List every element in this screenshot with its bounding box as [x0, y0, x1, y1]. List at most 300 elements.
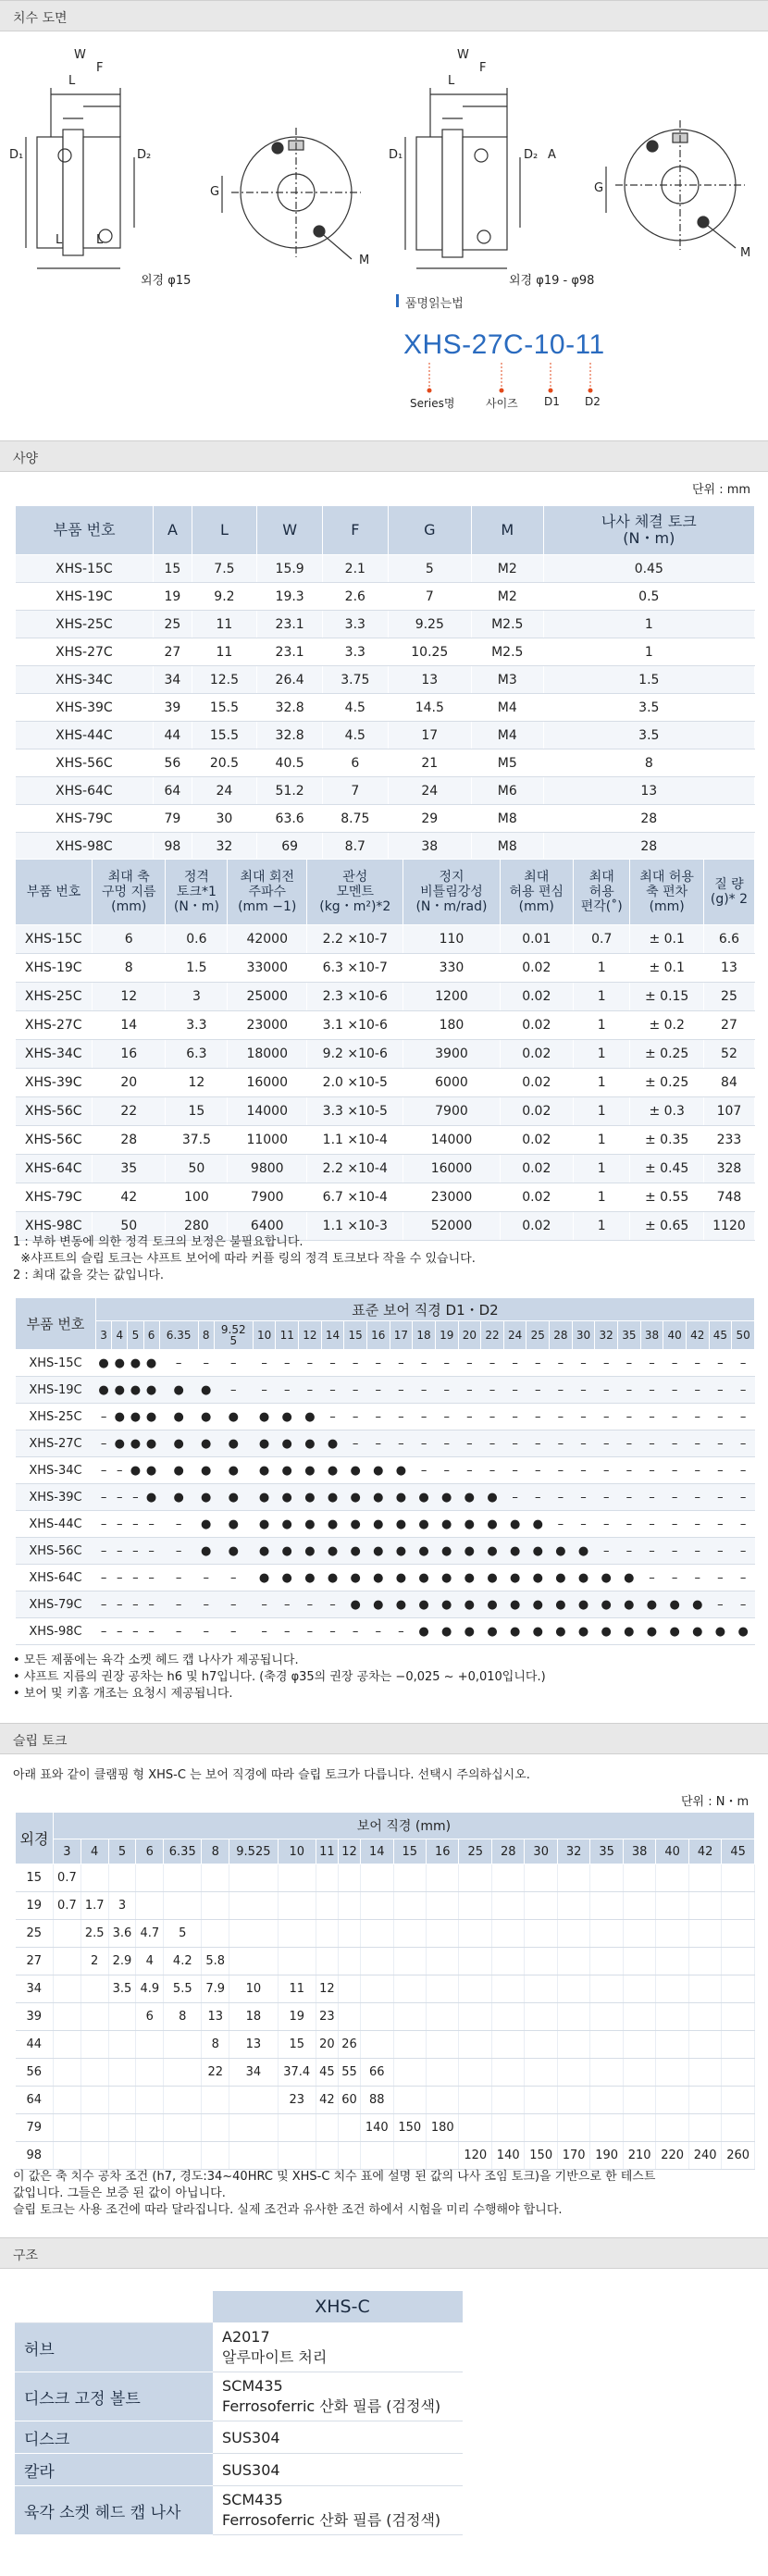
- part-number: XHS-98C: [16, 1618, 96, 1645]
- slip-torque-value: [229, 1948, 279, 1975]
- slip-torque-value: [557, 2059, 589, 2087]
- slip-torque-value: [427, 1948, 459, 1975]
- available-dot: ●: [143, 1430, 159, 1457]
- table-cell: ± 0.1: [630, 925, 704, 954]
- table-cell: 11000: [228, 1126, 307, 1155]
- available-dot: ●: [550, 1538, 573, 1565]
- table-row: [16, 694, 755, 722]
- available-dot: ●: [366, 1484, 390, 1511]
- table-cell: 2.2 ×10-7: [307, 925, 403, 954]
- slip-torque-value: [459, 2031, 491, 2059]
- outer-diameter: 34: [16, 1975, 54, 2003]
- slip-torque-value: [491, 1948, 524, 1975]
- unavailable-dash: –: [595, 1430, 618, 1457]
- dim-label-l-bottom: L: [96, 233, 104, 247]
- unavailable-dash: –: [96, 1484, 112, 1511]
- available-dot: ●: [366, 1538, 390, 1565]
- available-dot: ●: [253, 1484, 276, 1511]
- available-dot: ●: [413, 1511, 436, 1538]
- available-dot: ●: [198, 1511, 214, 1538]
- slip-torque-value: [491, 2003, 524, 2031]
- slip-torque-value: 8: [164, 2003, 202, 2031]
- slip-torque-value: [557, 1920, 589, 1948]
- slip-torque-value: [278, 1948, 316, 1975]
- slip-torque-value: [164, 2031, 202, 2059]
- unavailable-dash: –: [526, 1404, 550, 1430]
- unavailable-dash: –: [663, 1350, 687, 1377]
- table-cell: 0.02: [500, 1126, 574, 1155]
- table-cell: 13: [388, 666, 471, 694]
- part-number: XHS-27C: [16, 1430, 96, 1457]
- bore-size-header: 11: [316, 1839, 338, 1864]
- slip-torque-value: [136, 2114, 164, 2142]
- material-line: SCM435: [222, 2491, 283, 2508]
- table-cell: 330: [403, 954, 500, 983]
- available-dot: ●: [595, 1618, 618, 1645]
- table-cell: M2: [471, 555, 543, 583]
- slip-torque-value: [557, 1864, 589, 1892]
- table-cell: 1: [574, 1069, 630, 1097]
- table-cell: 14: [92, 1011, 166, 1040]
- available-dot: ●: [595, 1565, 618, 1591]
- available-dot: ●: [458, 1511, 481, 1538]
- table-header-row: [16, 1839, 755, 1864]
- available-dot: ●: [214, 1457, 253, 1484]
- table-cell: 4.5: [322, 694, 388, 722]
- unavailable-dash: –: [214, 1377, 253, 1404]
- slip-torque-value: [338, 2114, 360, 2142]
- slip-torque-value: 45: [316, 2059, 338, 2087]
- available-dot: ●: [481, 1484, 504, 1511]
- slip-torque-value: 170: [557, 2142, 589, 2170]
- unavailable-dash: –: [435, 1350, 458, 1377]
- note-line: 슬립 토크는 사용 조건에 따라 달라집니다. 실제 조건과 유사한 조건 하에서 시험을 미리 수행해야 합니다.: [13, 2203, 563, 2217]
- bore-size-header: 10: [278, 1839, 316, 1864]
- slip-torque-value: [136, 1864, 164, 1892]
- available-dot: ●: [299, 1404, 322, 1430]
- unavailable-dash: –: [526, 1430, 550, 1457]
- unavailable-dash: –: [640, 1484, 663, 1511]
- table-cell: 16000: [228, 1069, 307, 1097]
- unavailable-dash: –: [112, 1484, 128, 1511]
- spec-table-dimensions: [15, 505, 755, 861]
- outer-diameter: 44: [16, 2031, 54, 2059]
- slip-torque-value: [623, 2031, 655, 2059]
- table-cell: 10.25: [388, 638, 471, 666]
- dim-label-d1: D₁: [9, 148, 24, 162]
- slip-torque-value: 3: [108, 1892, 136, 1920]
- unavailable-dash: –: [709, 1457, 732, 1484]
- table-cell: 6.3: [166, 1040, 228, 1069]
- table-cell: 7: [322, 777, 388, 805]
- available-dot: ●: [143, 1457, 159, 1484]
- table-cell: 0.02: [500, 1212, 574, 1241]
- unavailable-dash: –: [618, 1484, 641, 1511]
- unavailable-dash: –: [96, 1618, 112, 1645]
- unavailable-dash: –: [686, 1538, 709, 1565]
- slip-torque-value: [427, 2003, 459, 2031]
- unavailable-dash: –: [214, 1350, 253, 1377]
- slip-torque-value: [688, 2059, 721, 2087]
- unavailable-dash: –: [344, 1618, 367, 1645]
- table-cell: ± 0.45: [630, 1155, 704, 1183]
- slip-torque-value: [525, 2003, 557, 2031]
- slip-torque-value: [459, 1864, 491, 1892]
- table-row: [15, 2454, 463, 2486]
- slip-torque-value: [278, 1892, 316, 1920]
- unavailable-dash: –: [143, 1538, 159, 1565]
- table-row: [16, 1126, 755, 1155]
- available-dot: ●: [299, 1484, 322, 1511]
- slip-torque-value: [590, 1948, 623, 1975]
- table-row: [16, 1618, 755, 1645]
- table-header-row: [16, 1813, 755, 1839]
- table-cell: XHS-98C: [16, 833, 154, 861]
- material-line: Ferrosoferric 산화 필름 (검정색): [222, 2511, 441, 2529]
- slip-torque-value: [590, 2087, 623, 2114]
- available-dot: ●: [458, 1618, 481, 1645]
- slip-torque-value: [525, 2087, 557, 2114]
- table-row: [16, 983, 755, 1011]
- bore-size-header: 40: [663, 1321, 687, 1350]
- available-dot: ●: [214, 1404, 253, 1430]
- unavailable-dash: –: [503, 1404, 526, 1430]
- unavailable-dash: –: [709, 1591, 732, 1618]
- bore-size-header: 25: [526, 1321, 550, 1350]
- slip-torque-value: [623, 2059, 655, 2087]
- unavailable-dash: –: [198, 1350, 214, 1377]
- slip-torque-value: [590, 1892, 623, 1920]
- table-cell: 23.1: [257, 611, 323, 638]
- slip-torque-value: [722, 1864, 755, 1892]
- slip-torque-value: [108, 2087, 136, 2114]
- table-cell: 32.8: [257, 694, 323, 722]
- available-dot: ●: [344, 1538, 367, 1565]
- slip-torque-value: 11: [278, 1975, 316, 2003]
- table-cell: 3.3: [322, 638, 388, 666]
- section-header-structure: [0, 2237, 768, 2269]
- available-dot: ●: [299, 1565, 322, 1591]
- table-cell: 1.1 ×10-4: [307, 1126, 403, 1155]
- unavailable-dash: –: [321, 1377, 344, 1404]
- table-cell: 1120: [703, 1212, 754, 1241]
- unavailable-dash: –: [618, 1350, 641, 1377]
- unavailable-dash: –: [503, 1350, 526, 1377]
- slip-torque-value: [393, 1864, 426, 1892]
- available-dot: ●: [253, 1457, 276, 1484]
- table-cell: 0.5: [543, 583, 754, 611]
- table-cell: 2.6: [322, 583, 388, 611]
- unavailable-dash: –: [390, 1618, 413, 1645]
- dim-label-a: A: [548, 148, 556, 162]
- available-dot: ●: [390, 1484, 413, 1511]
- unavailable-dash: –: [640, 1511, 663, 1538]
- table-cell: 2.1: [322, 555, 388, 583]
- slip-torque-value: 13: [229, 2031, 279, 2059]
- table-cell: 748: [703, 1183, 754, 1212]
- slip-torque-value: 88: [361, 2087, 393, 2114]
- bore-size-header: 10: [253, 1321, 276, 1350]
- available-dot: ●: [128, 1377, 143, 1404]
- column-header: M: [471, 506, 543, 555]
- slip-torque-value: [81, 2003, 108, 2031]
- slip-torque-value: [491, 2114, 524, 2142]
- unavailable-dash: –: [686, 1404, 709, 1430]
- available-dot: ●: [253, 1538, 276, 1565]
- outer-diameter: 79: [16, 2114, 54, 2142]
- table-cell: XHS-98C: [16, 1212, 93, 1241]
- slip-torque-value: 0.7: [54, 1892, 81, 1920]
- unavailable-dash: –: [663, 1565, 687, 1591]
- slip-torque-value: 3.6: [108, 1920, 136, 1948]
- table-cell: 13: [543, 777, 754, 805]
- available-dot: ●: [344, 1565, 367, 1591]
- table-cell: 25: [154, 611, 192, 638]
- table-cell: 1: [574, 1126, 630, 1155]
- table-cell: XHS-56C: [16, 749, 154, 777]
- unavailable-dash: –: [663, 1430, 687, 1457]
- unavailable-dash: –: [732, 1484, 755, 1511]
- available-dot: ●: [321, 1457, 344, 1484]
- table-cell: 15.5: [192, 694, 257, 722]
- outer-diameter: 27: [16, 1948, 54, 1975]
- unavailable-dash: –: [413, 1377, 436, 1404]
- slip-torque-value: [81, 2114, 108, 2142]
- dim-label-d1: D₁: [389, 148, 403, 162]
- table-cell: 20.5: [192, 749, 257, 777]
- slip-torque-value: [722, 2003, 755, 2031]
- available-dot: ●: [344, 1591, 367, 1618]
- bore-size-header: 16: [366, 1321, 390, 1350]
- available-dot: ●: [344, 1484, 367, 1511]
- bore-size-header: 12: [338, 1839, 360, 1864]
- unavailable-dash: –: [640, 1457, 663, 1484]
- slip-torque-value: [316, 2114, 338, 2142]
- unavailable-dash: –: [366, 1377, 390, 1404]
- table-cell: 9.25: [388, 611, 471, 638]
- table-cell: 1: [574, 1011, 630, 1040]
- unavailable-dash: –: [550, 1457, 573, 1484]
- unavailable-dash: –: [686, 1377, 709, 1404]
- unavailable-dash: –: [143, 1565, 159, 1591]
- slip-torque-value: [722, 2114, 755, 2142]
- available-dot: ●: [344, 1457, 367, 1484]
- available-dot: ●: [526, 1618, 550, 1645]
- table-cell: 8: [543, 749, 754, 777]
- unavailable-dash: –: [686, 1484, 709, 1511]
- table-row: [16, 1920, 755, 1948]
- dim-label-m: M: [740, 246, 751, 260]
- table-cell: 24: [388, 777, 471, 805]
- table-cell: 23000: [403, 1183, 500, 1212]
- available-dot: ●: [686, 1591, 709, 1618]
- unavailable-dash: –: [686, 1565, 709, 1591]
- table-cell: XHS-64C: [16, 777, 154, 805]
- unavailable-dash: –: [344, 1350, 367, 1377]
- unavailable-dash: –: [732, 1350, 755, 1377]
- slip-torque-value: [81, 2087, 108, 2114]
- slip-torque-value: [164, 2059, 202, 2087]
- slip-torque-value: [427, 1892, 459, 1920]
- unavailable-dash: –: [709, 1430, 732, 1457]
- table-cell: 50: [92, 1212, 166, 1241]
- outer-diameter: 39: [16, 2003, 54, 2031]
- slip-torque-value: [623, 2003, 655, 2031]
- available-dot: ●: [503, 1538, 526, 1565]
- table-cell: 0.02: [500, 1183, 574, 1212]
- slip-torque-value: [54, 2059, 81, 2087]
- slip-torque-value: [459, 1892, 491, 1920]
- available-dot: ●: [344, 1511, 367, 1538]
- code-markers: [398, 363, 629, 400]
- available-dot: ●: [572, 1565, 595, 1591]
- slip-torque-value: [361, 1864, 393, 1892]
- table-cell: 1: [574, 1040, 630, 1069]
- available-dot: ●: [366, 1591, 390, 1618]
- bore-size-header: 14: [361, 1839, 393, 1864]
- spec-table-performance: [15, 859, 755, 1241]
- slip-torque-value: [459, 1948, 491, 1975]
- bore-size-header: 5: [108, 1839, 136, 1864]
- unavailable-dash: –: [458, 1430, 481, 1457]
- table-row: [16, 1069, 755, 1097]
- unavailable-dash: –: [276, 1618, 299, 1645]
- slip-torque-value: 55: [338, 2059, 360, 2087]
- table-cell: 5: [388, 555, 471, 583]
- slip-torque-value: [229, 1892, 279, 1920]
- slip-torque-value: [688, 2114, 721, 2142]
- slip-torque-value: [81, 1975, 108, 2003]
- available-dot: ●: [550, 1565, 573, 1591]
- table-cell: 27: [703, 1011, 754, 1040]
- unavailable-dash: –: [299, 1377, 322, 1404]
- table-cell: 98: [154, 833, 192, 861]
- bore-size-header: 15: [393, 1839, 426, 1864]
- slip-torque-value: 140: [491, 2142, 524, 2170]
- dim-label-f: F: [96, 61, 104, 75]
- unavailable-dash: –: [709, 1350, 732, 1377]
- slip-torque-value: [656, 1864, 688, 1892]
- table-cell: 12: [166, 1069, 228, 1097]
- unavailable-dash: –: [481, 1457, 504, 1484]
- part-number: XHS-64C: [16, 1565, 96, 1591]
- part-number: XHS-25C: [16, 1404, 96, 1430]
- unavailable-dash: –: [390, 1377, 413, 1404]
- unavailable-dash: –: [572, 1350, 595, 1377]
- slip-torque-value: 150: [525, 2142, 557, 2170]
- unavailable-dash: –: [344, 1377, 367, 1404]
- available-dot: ●: [276, 1538, 299, 1565]
- slip-torque-value: 210: [623, 2142, 655, 2170]
- table-row: [16, 1864, 755, 1892]
- unavailable-dash: –: [321, 1404, 344, 1430]
- unit-label: 단위 : mm: [692, 483, 751, 497]
- table-cell: 9.2 ×10-6: [307, 1040, 403, 1069]
- table-cell: 29: [388, 805, 471, 833]
- table-row: [16, 2059, 755, 2087]
- unavailable-dash: –: [640, 1430, 663, 1457]
- table-cell: 110: [403, 925, 500, 954]
- bore-notes: [13, 1653, 546, 1703]
- slip-torque-value: [656, 2031, 688, 2059]
- table-cell: 25: [703, 983, 754, 1011]
- available-dot: ●: [321, 1538, 344, 1565]
- unavailable-dash: –: [435, 1457, 458, 1484]
- unavailable-dash: –: [618, 1430, 641, 1457]
- slip-torque-value: [54, 2142, 81, 2170]
- slip-torque-value: [427, 2059, 459, 2087]
- slip-torque-value: 37.4: [278, 2059, 316, 2087]
- slip-torque-value: [108, 2142, 136, 2170]
- slip-torque-value: 1.7: [81, 1892, 108, 1920]
- unavailable-dash: –: [128, 1511, 143, 1538]
- slip-torque-value: [316, 1948, 338, 1975]
- table-row: [16, 1565, 755, 1591]
- available-dot: ●: [390, 1511, 413, 1538]
- unavailable-dash: –: [640, 1377, 663, 1404]
- slip-torque-value: [361, 1920, 393, 1948]
- slip-torque-value: [81, 2059, 108, 2087]
- table-cell: XHS-79C: [16, 1183, 93, 1212]
- section-header-spec: [0, 440, 768, 472]
- unavailable-dash: –: [96, 1565, 112, 1591]
- part-number: XHS-79C: [16, 1591, 96, 1618]
- available-dot: ●: [435, 1618, 458, 1645]
- bore-size-header: 40: [656, 1839, 688, 1864]
- table-cell: 84: [703, 1069, 754, 1097]
- table-cell: M2.5: [471, 611, 543, 638]
- unavailable-dash: –: [159, 1511, 198, 1538]
- slip-torque-value: [722, 1975, 755, 2003]
- bore-size-header: 50: [732, 1321, 755, 1350]
- slip-torque-value: [656, 2059, 688, 2087]
- table-row: [16, 638, 755, 666]
- table-cell: 180: [403, 1011, 500, 1040]
- column-header: L: [192, 506, 257, 555]
- dim-label-f: F: [479, 61, 487, 75]
- bore-size-header: 32: [595, 1321, 618, 1350]
- available-dot: ●: [435, 1565, 458, 1591]
- available-dot: ●: [112, 1430, 128, 1457]
- table-row: [16, 1538, 755, 1565]
- slip-torque-value: [164, 1864, 202, 1892]
- slip-torque-value: 22: [202, 2059, 229, 2087]
- unavailable-dash: –: [503, 1484, 526, 1511]
- table-cell: 2.2 ×10-4: [307, 1155, 403, 1183]
- dim-label-l-bottom: L: [56, 233, 63, 247]
- unavailable-dash: –: [686, 1457, 709, 1484]
- available-dot: ●: [198, 1484, 214, 1511]
- unavailable-dash: –: [709, 1404, 732, 1430]
- unavailable-dash: –: [572, 1377, 595, 1404]
- table-cell: 6000: [403, 1069, 500, 1097]
- available-dot: ●: [321, 1484, 344, 1511]
- unavailable-dash: –: [96, 1538, 112, 1565]
- bore-size-header: 3: [96, 1321, 112, 1350]
- available-dot: ●: [214, 1430, 253, 1457]
- column-header: 부품 번호: [16, 506, 154, 555]
- unavailable-dash: –: [159, 1538, 198, 1565]
- bore-size-header: 30: [572, 1321, 595, 1350]
- bore-size-header: 25: [459, 1839, 491, 1864]
- table-cell: 21: [388, 749, 471, 777]
- unavailable-dash: –: [572, 1511, 595, 1538]
- table-cell: M8: [471, 833, 543, 861]
- slip-torque-value: 66: [361, 2059, 393, 2087]
- slip-torque-value: [393, 1948, 426, 1975]
- available-dot: ●: [276, 1404, 299, 1430]
- empty-corner: [15, 2291, 213, 2323]
